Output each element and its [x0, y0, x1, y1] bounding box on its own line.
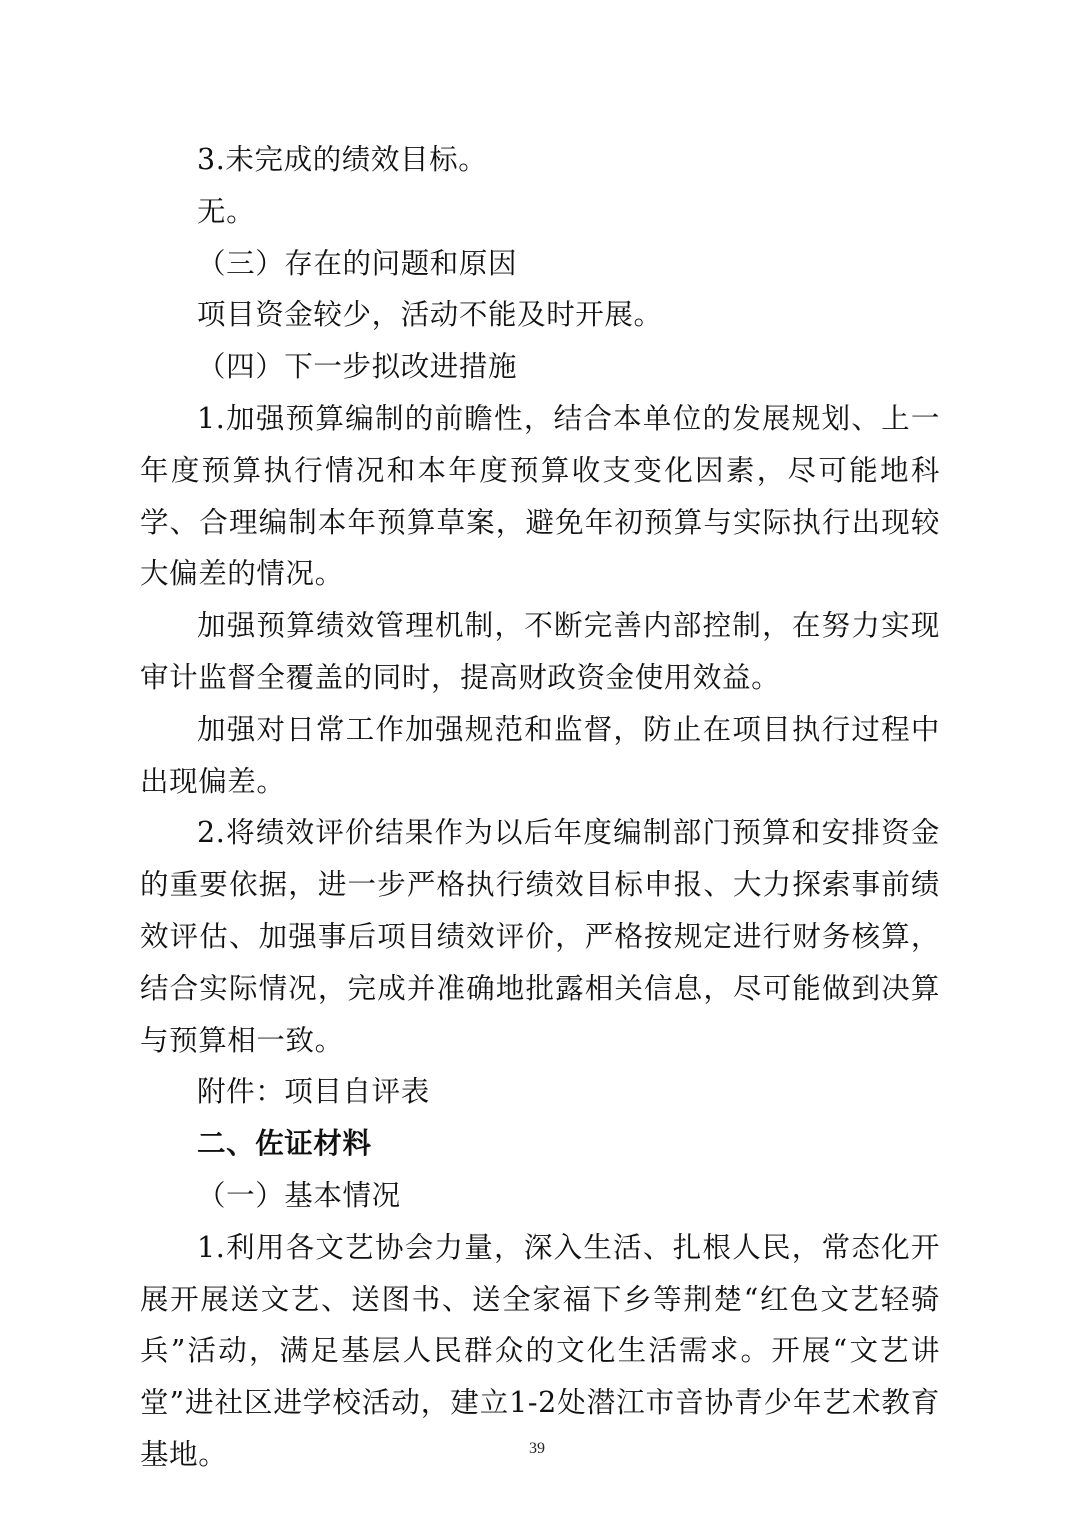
section-heading-evidence: 二、佐证材料: [197, 1127, 372, 1161]
paragraph-performance-management: 加强预算绩效管理机制，不断完善内部控制，在努力实现审计监督全覆盖的同时，提高财政资金使用效益。: [140, 609, 940, 694]
section-heading-problems: （三）存在的问题和原因: [197, 246, 518, 280]
paragraph-unfinished-goals-heading: 3.未完成的绩效目标。: [197, 143, 488, 176]
paragraph-measure-1: 1.加强预算编制的前瞻性，结合本单位的发展规划、上一年度预算执行情况和本年度预算收支变化因素，尽可能地科学、合理编制本年预算草案，避免年初预算与实际执行出现较大偏差的情况。: [140, 401, 940, 591]
section-heading-basic-info: （一）基本情况: [197, 1178, 401, 1212]
paragraph-daily-supervision: 加强对日常工作加强规范和监督，防止在项目执行过程中出现偏差。: [140, 712, 940, 798]
page-number: 39: [529, 1440, 545, 1457]
section-heading-next-steps: （四）下一步拟改进措施: [197, 350, 518, 384]
paragraph-measure-2: 2.将绩效评价结果作为以后年度编制部门预算和安排资金的重要依据，进一步严格执行绩效目标申报、大力探索事前绩效评估、加强事后项目绩效评价，严格按规定进行财务核算，结合实际情况，完成并准确地批露相关信息，尽可能做到决算与预算相一致。: [140, 816, 940, 1057]
paragraph-problems: 项目资金较少，活动不能及时开展。: [197, 298, 663, 332]
page-body: [140, 134, 940, 1481]
paragraph-attachment: 附件：项目自评表: [197, 1075, 430, 1109]
paragraph-basic-info-1: 1.利用各文艺协会力量，深入生活、扎根人民，常态化开展开展送文艺、送图书、送全家福下乡等荆楚“红色文艺轻骑兵”活动，满足基层人民群众的文化生活需求。开展“文艺讲堂”进社区进学校活动，建立1-2处潜江市音协青少年艺术教育基地。: [140, 1230, 940, 1471]
paragraph-none: 无。: [197, 194, 256, 228]
